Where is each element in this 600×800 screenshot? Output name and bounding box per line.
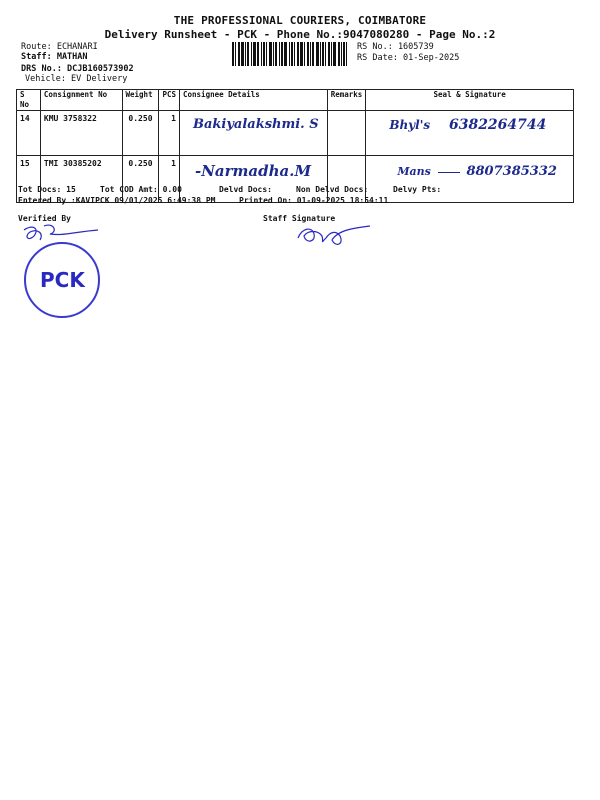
consignee-handwriting: Bakiyalakshmi. S [193, 117, 319, 132]
col-pcs: PCS [159, 90, 180, 111]
row-pcs: 1 [159, 156, 180, 203]
verified-by-label: Verified By [18, 214, 71, 223]
col-sno: S No [17, 90, 41, 111]
col-consignment-no: Consignment No [40, 90, 122, 111]
stamp-text: PCK [40, 268, 85, 292]
route-label: Route: ECHANARI [21, 42, 98, 52]
row-consignee [180, 111, 328, 156]
printed-on: Printed On: 01-09-2025 18:54:11 [239, 196, 389, 205]
total-docs: Tot Docs: 15 [18, 185, 76, 194]
col-remarks: Remarks [327, 90, 366, 111]
row-seal-signature [366, 111, 574, 156]
delivered-docs: Delvd Docs: [219, 185, 272, 194]
consignee-handwriting: -Narmadha.M [195, 162, 312, 180]
drs-number: DRS No.: DCJB160573902 [21, 64, 134, 74]
company-title: THE PROFESSIONAL COURIERS, COIMBATORE [173, 14, 427, 27]
total-cod-amount: Tot COD Amt: 0.00 [100, 185, 182, 194]
non-delivered-docs: Non Delvd Docs: [296, 185, 369, 194]
staff-label: Staff: MATHAN [21, 52, 88, 62]
row-consignment: KMU 3758322 [40, 111, 122, 156]
entered-by: Entered By :KAVIPCK 09/01/2025 6:49:38 PM [18, 196, 216, 205]
row-weight: 0.250 [122, 111, 159, 156]
signature-handwriting: Bhyl's [389, 118, 431, 132]
signature-handwriting: Mans [397, 165, 431, 178]
row-remarks [327, 111, 366, 156]
col-weight: Weight [122, 90, 159, 111]
rs-date: RS Date: 01-Sep-2025 [357, 53, 460, 63]
vehicle-label: Vehicle: EV Delivery [25, 74, 128, 84]
row-weight: 0.250 [122, 156, 159, 203]
row-seal-signature [366, 156, 574, 203]
pck-stamp [24, 242, 100, 318]
barcode [232, 42, 354, 66]
phone-handwriting: 8807385332 [466, 164, 557, 179]
row-pcs: 1 [159, 111, 180, 156]
phone-handwriting: 6382264744 [448, 117, 547, 133]
row-sno: 14 [17, 111, 41, 156]
col-consignee-details: Consignee Details [180, 90, 328, 111]
row-sno: 15 [17, 156, 41, 203]
staff-signature-label: Staff Signature [263, 214, 336, 223]
signature-dash [438, 172, 460, 173]
staff-signature-mark [292, 218, 382, 252]
col-seal-signature: Seal & Signature [366, 90, 574, 111]
rs-number: RS No.: 1605739 [357, 42, 434, 52]
table-header-row [17, 90, 574, 111]
row-consignment: TMI 30385202 [40, 156, 122, 203]
table-row [17, 111, 574, 156]
delivery-points: Delvy Pts: [393, 185, 442, 194]
runsheet-title: Delivery Runsheet - PCK - Phone No.:9047080280 - Page No.:2 [104, 28, 496, 41]
